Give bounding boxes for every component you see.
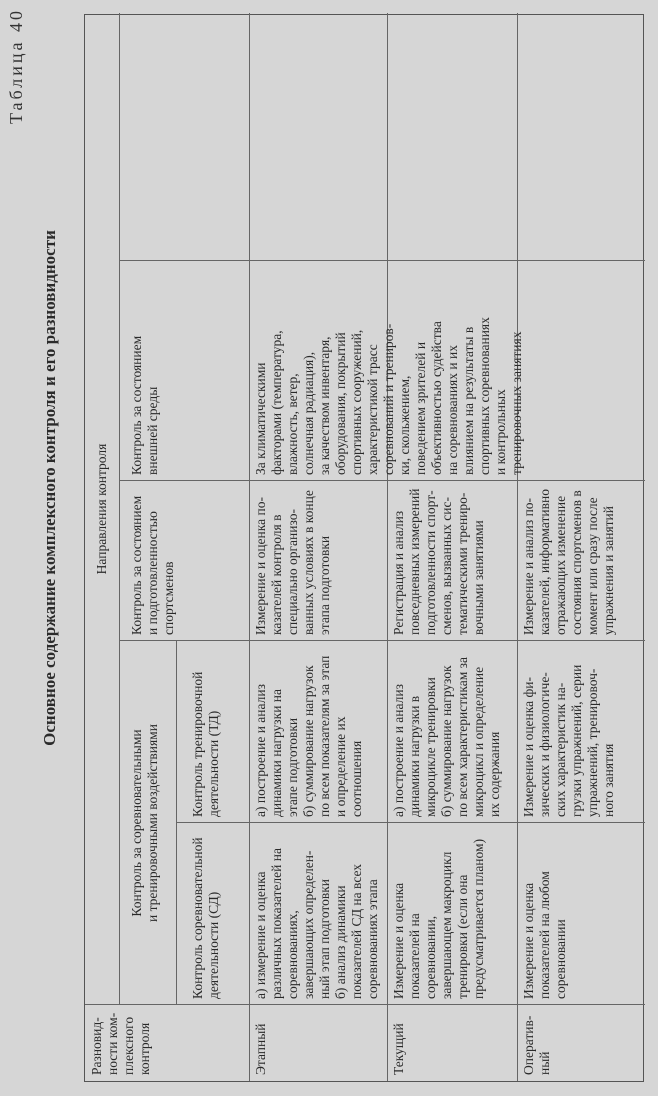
row-current-cd: Измерение и оценка показателей на соревновании, завершающем макроцикл тренировки (если она предусматривается планом) <box>391 838 486 999</box>
row-operative-cd: Измерение и оценка показателей на любом соревновании <box>521 871 568 999</box>
header-training-activity: Контроль тренировочной деятельности (ТД) <box>190 671 221 817</box>
header-competitive-group: Контроль за соревновательными и тренировочными воздействиями <box>129 724 160 922</box>
row-kind-operative: Оператив- ный <box>521 1015 552 1075</box>
row-environment-merged: За климатическими факторами (температура, влажность, ветер, солнечная радиация), за качеством инвентаря, оборудования, покрытий спортивных сооружений, характеристикой трасс соревнований и трениров- ки, скольжением, поведением зрителей и объективностью судейства на соревнованиях и их влиянием на результаты в спортивных соревнованиях и контрольных тренировочных занятиях <box>253 317 524 475</box>
page-title: Основное содержание комплексного контроля и его разновидности <box>40 230 59 746</box>
row-kind-stage: Этапный <box>253 1023 268 1075</box>
row-current-td: а) построение и анализ динамики нагрузки в микроцикле тренировки б) суммирование нагрузок по всем характеристикам за микроцикл и определение их содержания <box>391 657 502 817</box>
row-stage-td: а) построение и анализ динамики нагрузки на этапе подготовки б) суммирование нагрузок по всем показателям за этап и определение их соотношения <box>253 655 364 817</box>
content-table <box>84 14 644 1082</box>
header-athletes-state: Контроль за состоянием и подготовленностью спортсменов <box>129 495 176 635</box>
row-current-athletes: Регистрация и анализ повседневных измерений подготовленности спорт- сменов, вызванных сис- тематическими трениро- вочными занятиями <box>391 488 486 635</box>
header-competitive-activity: Контроль соревновательной деятельности (СД) <box>190 837 221 999</box>
header-kinds: Разновид- ности ком- плексного контроля <box>89 1012 152 1075</box>
row-stage-cd: а) измерение и оценка различных показателей на соревнованиях, завершающих определен- ный этап подготовки б) анализ динамики показателей СД на всех соревнованиях этапа <box>253 848 380 999</box>
row-operative-athletes: Измерение и анализ по- казателей, информативно отражающих изменение состояния спортсменов в момент или сразу после упражнения и занятий <box>521 489 616 635</box>
row-kind-current: Текущий <box>391 1023 406 1075</box>
table-number-label: Таблица 40 <box>6 8 26 124</box>
header-environment: Контроль за состоянием внешней среды <box>129 335 160 475</box>
row-operative-td: Измерение и оценка фи- зических и физиологиче- ских характеристик на- грузки упражнений, серии упражнений, тренировоч- ного занятия <box>521 664 616 817</box>
header-directions: Направления контроля <box>94 443 109 575</box>
row-stage-athletes: Измерение и оценка по- казателей контроля в специально организо- ванных условиях в конце этапа подготовки <box>253 490 332 635</box>
